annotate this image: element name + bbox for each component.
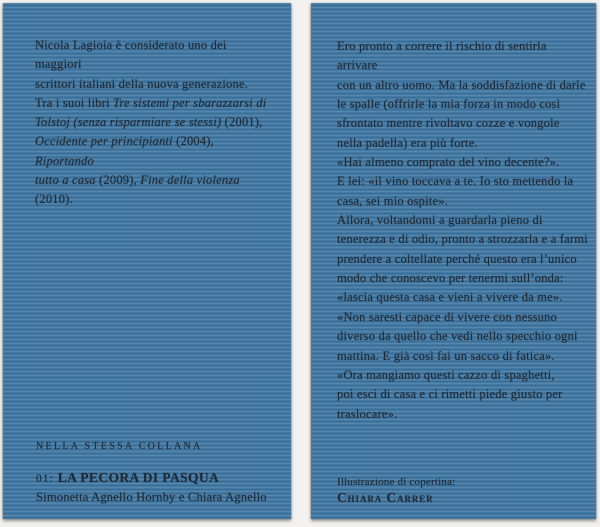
text-line: «lascia questa casa e vieni a vivere da me». bbox=[337, 290, 563, 305]
cover-credit-label: Illustrazione di copertina: bbox=[337, 476, 456, 488]
text-line: sfrontato mentre rivoltavo cozze e vongole bbox=[337, 116, 560, 131]
text-line: «Ora mangiamo questi cazzo di spaghetti, bbox=[337, 367, 555, 382]
text-line: «Non saresti capace di vivere con nessuno bbox=[337, 309, 557, 324]
text-line: traslocare». bbox=[337, 406, 398, 421]
text-line: tutto a casa (2009), Fine della violenza (2010). bbox=[35, 173, 240, 207]
series-entry bbox=[36, 469, 267, 505]
series-collection-heading: NELLA STESSA COLLANA bbox=[36, 441, 203, 452]
text-line: casa, sei mio ospite». bbox=[337, 193, 448, 208]
text-line: con un altro uomo. Ma la soddisfazione di darle bbox=[337, 77, 586, 92]
text-line: nella padella) era più forte. bbox=[337, 135, 478, 150]
text-line: tenerezza e di odio, pronto a strozzarla e a farmi bbox=[337, 232, 588, 247]
series-number: 01: bbox=[36, 473, 54, 485]
text-line: le spalle (offrirle la mia forza in modo così bbox=[337, 97, 561, 112]
text-line: Allora, voltandomi a guardarla pieno di bbox=[337, 213, 543, 228]
text-line: Nicola Lagioia è considerato uno dei maggiori bbox=[35, 38, 227, 72]
text-line: Ero pronto a correre il rischio di sentirla arrivare bbox=[337, 39, 547, 73]
text-line: E lei: «il vino toccava a te. Io sto mettendo la bbox=[337, 174, 574, 189]
text-line: diverso da quello che vedi nello specchio ogni bbox=[337, 329, 578, 344]
author-bio bbox=[35, 36, 271, 210]
cover-credit bbox=[337, 476, 455, 504]
text-line: Tolstoj (senza risparmiare se stessi) (2001), bbox=[35, 115, 263, 130]
left-flap-panel bbox=[3, 3, 291, 519]
text-line: prendere a coltellate perché questo era l’unico bbox=[337, 251, 577, 266]
series-authors: Simonetta Agnello Hornby e Chiara Agnello bbox=[36, 490, 267, 504]
text-line: Occidente per principianti (2004), Riportando bbox=[35, 134, 214, 168]
text-line: scrittori italiani della nuova generazione. bbox=[35, 76, 249, 91]
book-excerpt bbox=[337, 37, 589, 424]
text-line: modo che conoscevo per tenermi sull’onda: bbox=[337, 271, 564, 286]
right-flap-panel bbox=[311, 3, 596, 519]
cover-credit-name: Chiara Carrer bbox=[337, 490, 434, 505]
series-title-line bbox=[36, 469, 267, 487]
text-line: Tra i suoi libri Tre sistemi per sbarazzarsi di bbox=[35, 95, 267, 110]
series-title: LA PECORA DI PASQUA bbox=[57, 470, 220, 485]
text-line: mattina. E già così fai un sacco di fatica». bbox=[337, 348, 555, 363]
text-line: «Hai almeno comprato del vino decente?». bbox=[337, 155, 560, 170]
text-line: poi esci di casa e ci rimetti piede giusto per bbox=[337, 387, 563, 402]
